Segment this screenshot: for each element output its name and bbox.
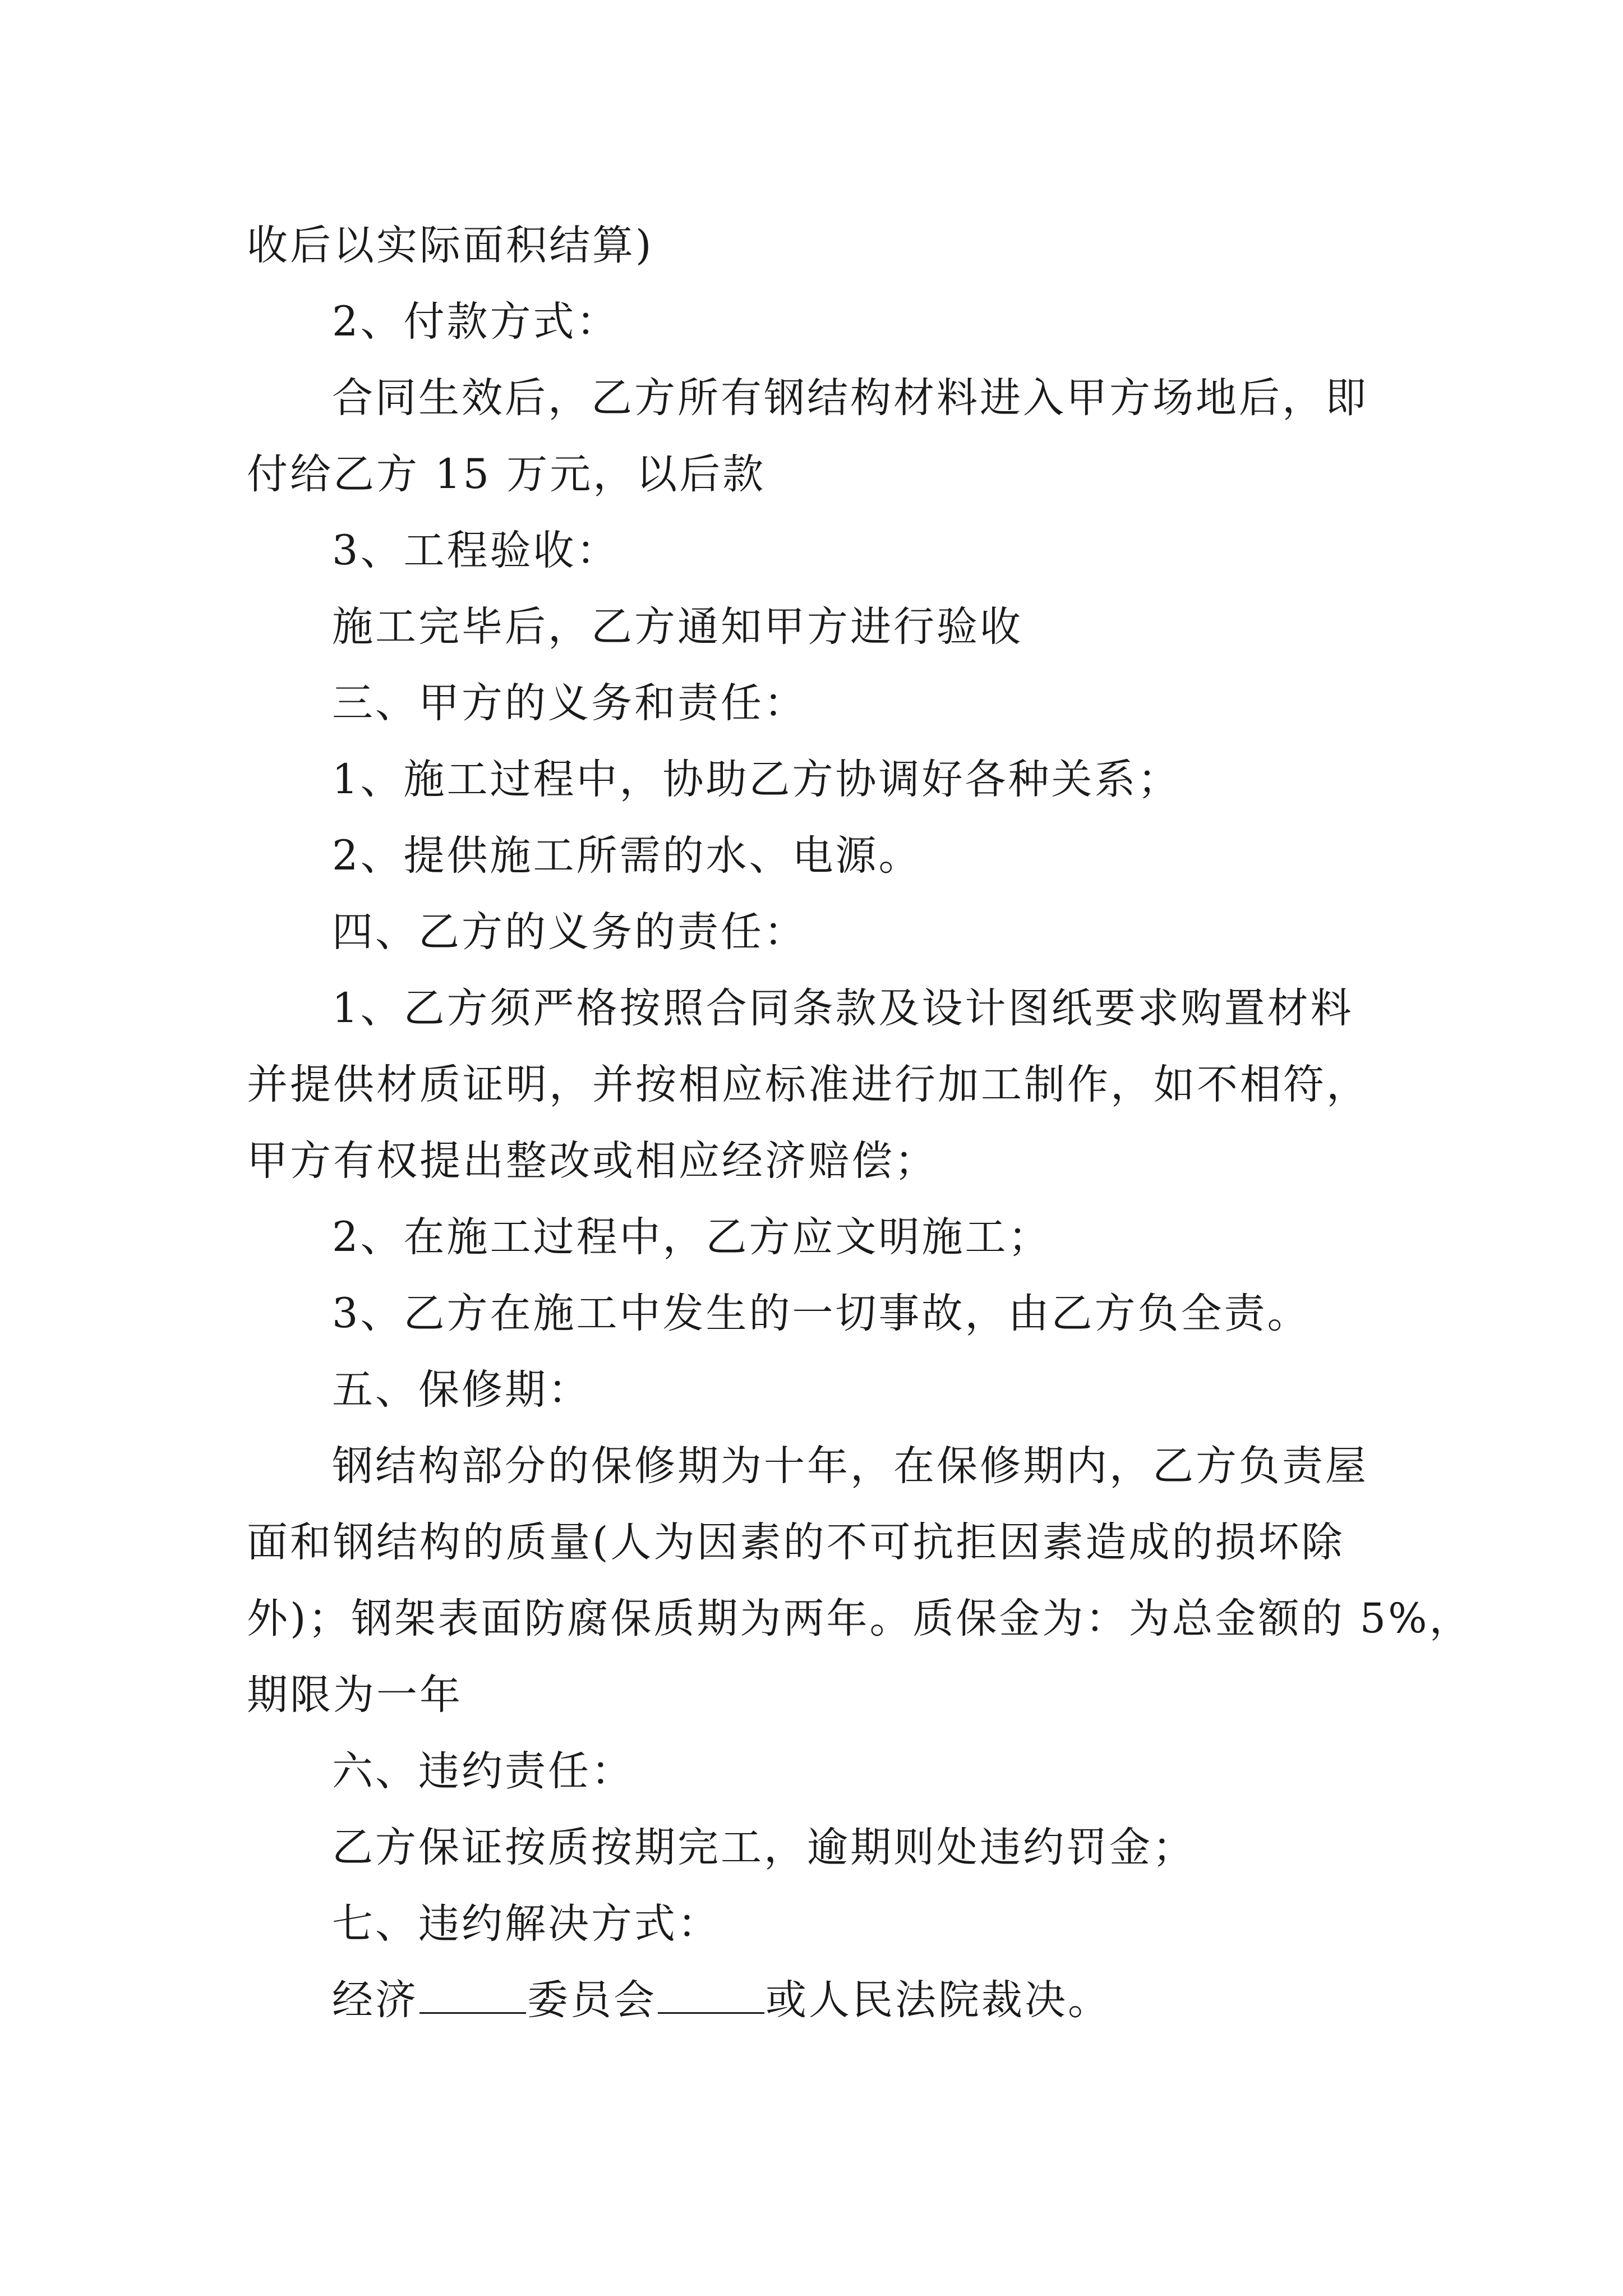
text-line: 甲方有权提出整改或相应经济赔偿； (247, 1137, 938, 1185)
text-line: 2、付款方式： (332, 298, 620, 346)
text-line: 乙方保证按质按期完工，逾期则处违约罚金； (332, 1824, 1196, 1871)
text-line: 施工完毕后，乙方通知甲方进行验收 (332, 603, 1023, 651)
text-line: 钢结构部分的保修期为十年，在保修期内，乙方负责屋 (332, 1442, 1368, 1490)
arbitration-text-2: 委员会 (527, 1976, 657, 2024)
text-line: 合同生效后，乙方所有钢结构材料进入甲方场地后，即 (332, 374, 1368, 422)
text-line: 2、在施工过程中，乙方应文明施工； (332, 1213, 1052, 1261)
text-line: 四、乙方的义务的责任： (332, 908, 807, 956)
text-line: 面和钢结构的质量(人为因素的不可抗拒因素造成的损坏除 (247, 1519, 1345, 1566)
text-line: 付给乙方 15 万元，以后款 (247, 450, 766, 498)
text-line: 并提供材质证明，并按相应标准进行加工制作，如不相符， (247, 1061, 1370, 1108)
text-line: 五、保修期： (332, 1366, 591, 1414)
text-line: 收后以实际面积结算) (247, 222, 654, 269)
text-line: 期限为一年 (247, 1671, 463, 1719)
text-line: 1、乙方须严格按照合同条款及设计图纸要求购置材料 (332, 984, 1354, 1032)
fill-blank-1 (419, 1975, 526, 2014)
text-line: 3、工程验收： (332, 527, 620, 574)
text-line: 七、违约解决方式： (332, 1900, 721, 1948)
arbitration-text-1: 经济 (332, 1976, 418, 2024)
text-line: 外)；钢架表面防腐保质期为两年。质保金为：为总金额的 5%， (247, 1595, 1473, 1642)
text-line: 2、提供施工所需的水、电源。 (332, 832, 922, 880)
text-line: 3、乙方在施工中发生的一切事故，由乙方负全责。 (332, 1290, 1311, 1337)
arbitration-line (247, 1962, 1380, 2039)
arbitration-text-3: 或人民法院裁决。 (766, 1976, 1111, 2024)
fill-blank-2 (658, 1975, 764, 2014)
text-line: 1、施工过程中，协助乙方协调好各种关系； (332, 756, 1181, 803)
text-line: 六、违约责任： (332, 1747, 634, 1795)
contract-text (247, 208, 1473, 2039)
text-line: 三、甲方的义务和责任： (332, 679, 807, 727)
